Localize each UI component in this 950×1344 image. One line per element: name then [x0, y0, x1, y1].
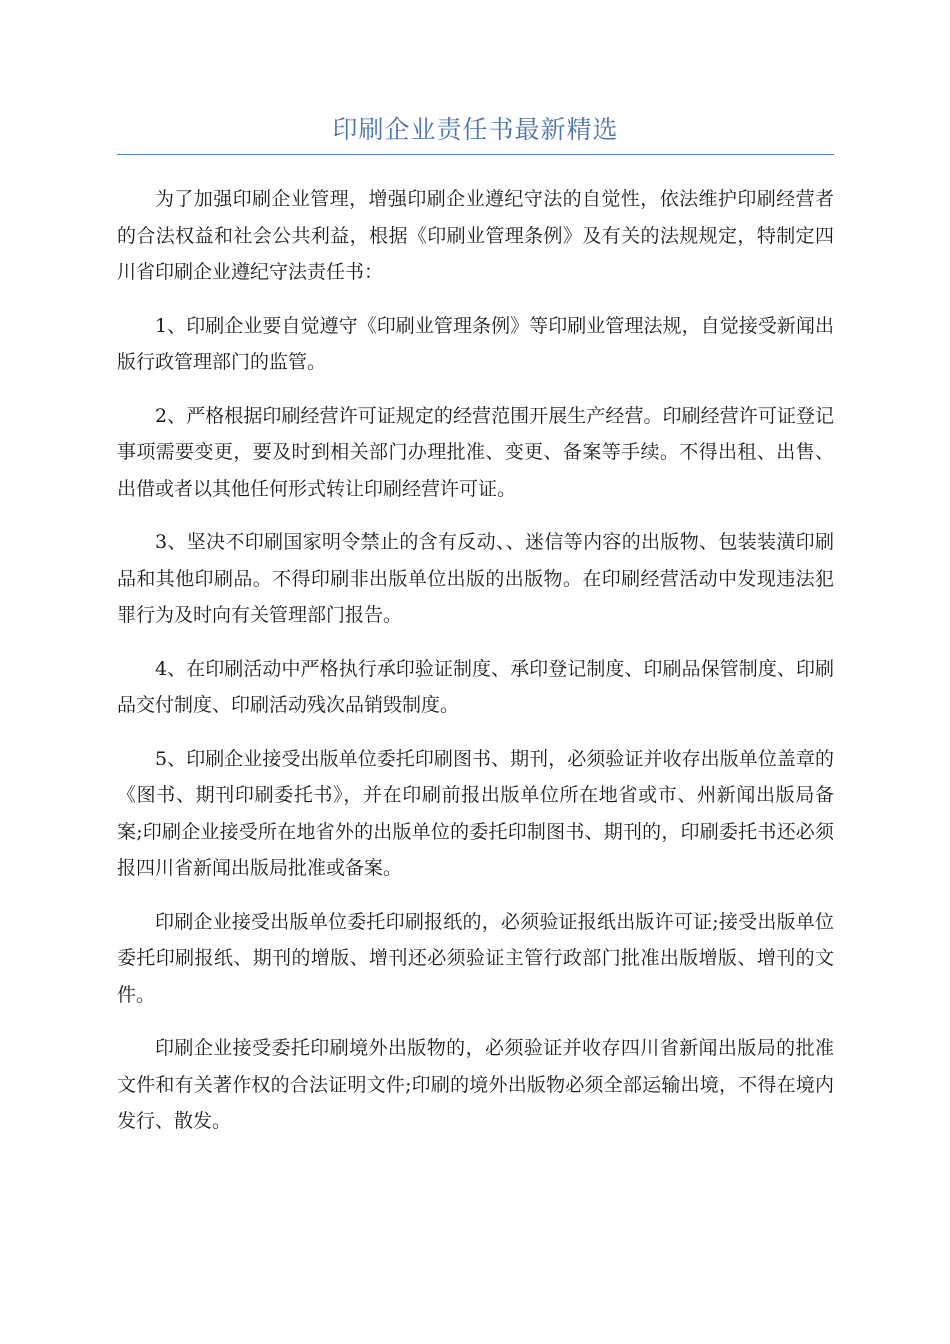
- paragraph-item-2: 2、严格根据印刷经营许可证规定的经营范围开展生产经营。印刷经营许可证登记事项需要变更，要及时到相关部门办理批准、变更、备案等手续。不得出租、出售、出借或者以其他任何形式转让印刷经营许可证。: [117, 404, 834, 500]
- paragraph-newspaper: 印刷企业接受出版单位委托印刷报纸的，必须验证报纸出版许可证;接受出版单位委托印刷报纸、期刊的增版、增刊还必须验证主管行政部门批准出版增版、增刊的文件。: [117, 910, 834, 1006]
- paragraph-item-5: 5、印刷企业接受出版单位委托印刷图书、期刊，必须验证并收存出版单位盖章的《图书、期刊印刷委托书》，并在印刷前报出版单位所在地省或市、州新闻出版局备案;印刷企业接受所在地省外的出版单位的委托印制图书、期刊的，印刷委托书还必须报四川省新闻出版局批准或备案。: [117, 747, 834, 879]
- paragraph-item-1: 1、印刷企业要自觉遵守《印刷业管理条例》等印刷业管理法规，自觉接受新闻出版行政管理部门的监管。: [117, 314, 834, 373]
- document-page: [117, 110, 834, 1157]
- document-title: 印刷企业责任书最新精选: [117, 110, 834, 155]
- paragraph-item-3: 3、坚决不印刷国家明令禁止的含有反动、、迷信等内容的出版物、包装装潢印刷品和其他印刷品。不得印刷非出版单位出版的出版物。在印刷经营活动中发现违法犯罪行为及时向有关管理部门报告。: [117, 531, 834, 626]
- paragraph-intro: 为了加强印刷企业管理，增强印刷企业遵纪守法的自觉性，依法维护印刷经营者的合法权益和社会公共利益，根据《印刷业管理条例》及有关的法规规定，特制定四川省印刷企业遵纪守法责任书：: [117, 188, 834, 283]
- paragraph-overseas: 印刷企业接受委托印刷境外出版物的，必须验证并收存四川省新闻出版局的批准文件和有关著作权的合法证明文件;印刷的境外出版物必须全部运输出境，不得在境内发行、散发。: [117, 1037, 834, 1132]
- document-body: [117, 181, 834, 1140]
- paragraph-item-4: 4、在印刷活动中严格执行承印验证制度、承印登记制度、印刷品保管制度、印刷品交付制度、印刷活动残次品销毁制度。: [117, 657, 834, 716]
